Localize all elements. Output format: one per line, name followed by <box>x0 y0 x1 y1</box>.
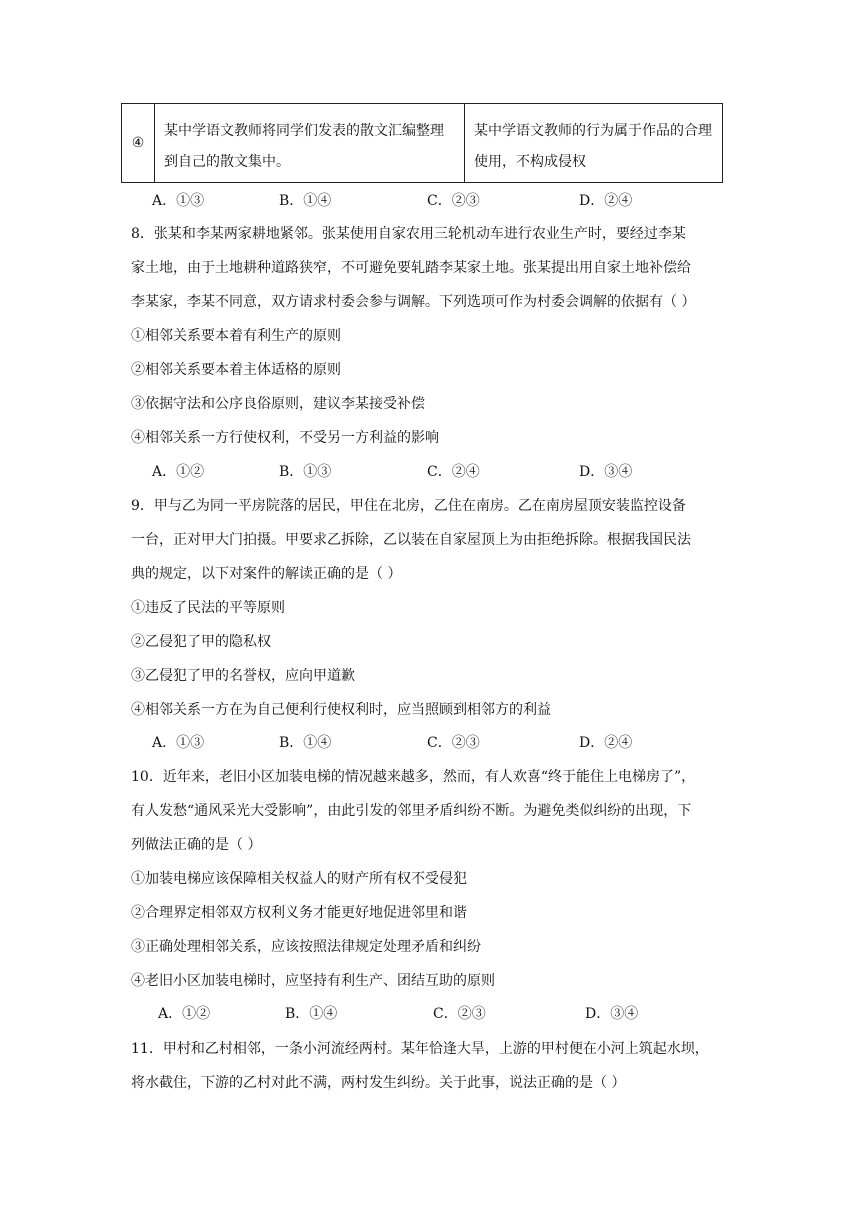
option-c[interactable]: C．②③ <box>433 1006 486 1022</box>
option-a[interactable]: A．①② <box>152 464 205 480</box>
q10-item-1: ①加装电梯应该保障相关权益人的财产所有权不受侵犯 <box>131 871 467 887</box>
option-c[interactable]: C．②④ <box>427 464 480 480</box>
q9-stem-line-1: 9．甲与乙为同一平房院落的居民，甲住在北房，乙住在南房。乙在南房屋顶安装监控设备 <box>131 498 686 514</box>
option-d[interactable]: D．③④ <box>579 464 633 480</box>
option-b[interactable]: B．①④ <box>279 193 332 209</box>
q8-item-3: ③依据守法和公序良俗原则，建议李某接受补偿 <box>131 396 425 412</box>
table-row-judgment: 某中学语文教师的行为属于作品的合理使用，不构成侵权 <box>474 123 712 170</box>
option-a[interactable]: A．①③ <box>152 193 205 209</box>
q10-item-2: ②合理界定相邻双方权利义务才能更好地促进邻里和谐 <box>131 905 467 921</box>
q10-item-4: ④老旧小区加装电梯时，应坚持有利生产、团结互助的原则 <box>131 973 495 989</box>
q8-item-2: ②相邻关系要本着主体适格的原则 <box>131 362 341 378</box>
q9-item-1: ①违反了民法的平等原则 <box>131 600 285 616</box>
option-d[interactable]: D．③④ <box>585 1006 639 1022</box>
q10-stem-line-3: 列做法正确的是（ ） <box>131 837 262 853</box>
option-d[interactable]: D．②④ <box>579 193 633 209</box>
table-row-number: ④ <box>122 104 155 182</box>
q11-stem-line-1: 11．甲村和乙村相邻，一条小河流经两村。某年恰逢大旱，上游的甲村便在小河上筑起水坝， <box>131 1041 709 1057</box>
option-a[interactable]: A．①② <box>158 1006 211 1022</box>
q8-item-1: ①相邻关系要本着有利生产的原则 <box>131 328 341 344</box>
option-b[interactable]: B．①③ <box>279 464 332 480</box>
option-d[interactable]: D．②④ <box>579 735 633 751</box>
table-row-content: 某中学语文教师将同学们发表的散文汇编整理到自己的散文集中。 <box>155 104 465 182</box>
answer-table-row <box>121 103 723 183</box>
q9-item-2: ②乙侵犯了甲的隐私权 <box>131 634 271 650</box>
option-b[interactable]: B．①④ <box>279 735 332 751</box>
q8-stem-line-1: 8．张某和李某两家耕地紧邻。张某使用自家农用三轮机动车进行农业生产时，要经过李某 <box>131 226 686 242</box>
option-a[interactable]: A．①③ <box>152 735 205 751</box>
option-c[interactable]: C．②③ <box>427 735 480 751</box>
option-b[interactable]: B．①④ <box>285 1006 338 1022</box>
q9-item-4: ④相邻关系一方在为自己便利行使权利时，应当照顾到相邻方的利益 <box>131 702 551 718</box>
q8-stem-line-2: 家土地，由于土地耕种道路狭窄，不可避免要轧踏李某家土地。张某提出用自家土地补偿给 <box>131 260 691 276</box>
q10-item-3: ③正确处理相邻关系，应该按照法律规定处理矛盾和纠纷 <box>131 939 481 955</box>
q10-stem-line-2: 有人发愁“通风采光大受影响”，由此引发的邻里矛盾纠纷不断。为避免类似纠纷的出现，下 <box>131 803 692 819</box>
q9-stem-line-2: 一台，正对甲大门拍摄。甲要求乙拆除，乙以装在自家屋顶上为由拒绝拆除。根据我国民法 <box>131 532 691 548</box>
option-c[interactable]: C．②③ <box>427 193 480 209</box>
q9-stem-line-3: 典的规定，以下对案件的解读正确的是（ ） <box>131 566 402 582</box>
q8-item-4: ④相邻关系一方行使权利，不受另一方利益的影响 <box>131 430 439 446</box>
q9-item-3: ③乙侵犯了甲的名誉权，应向甲道歉 <box>131 668 355 684</box>
q10-stem-line-1: 10．近年来，老旧小区加装电梯的情况越来越多，然而，有人欢喜“终于能住上电梯房了”， <box>131 769 696 785</box>
q8-stem-line-3: 李某家，李某不同意，双方请求村委会参与调解。下列选项可作为村委会调解的依据有（ ） <box>131 294 696 310</box>
q11-stem-line-2: 将水截住，下游的乙村对此不满，两村发生纠纷。关于此事，说法正确的是（ ） <box>131 1075 626 1091</box>
